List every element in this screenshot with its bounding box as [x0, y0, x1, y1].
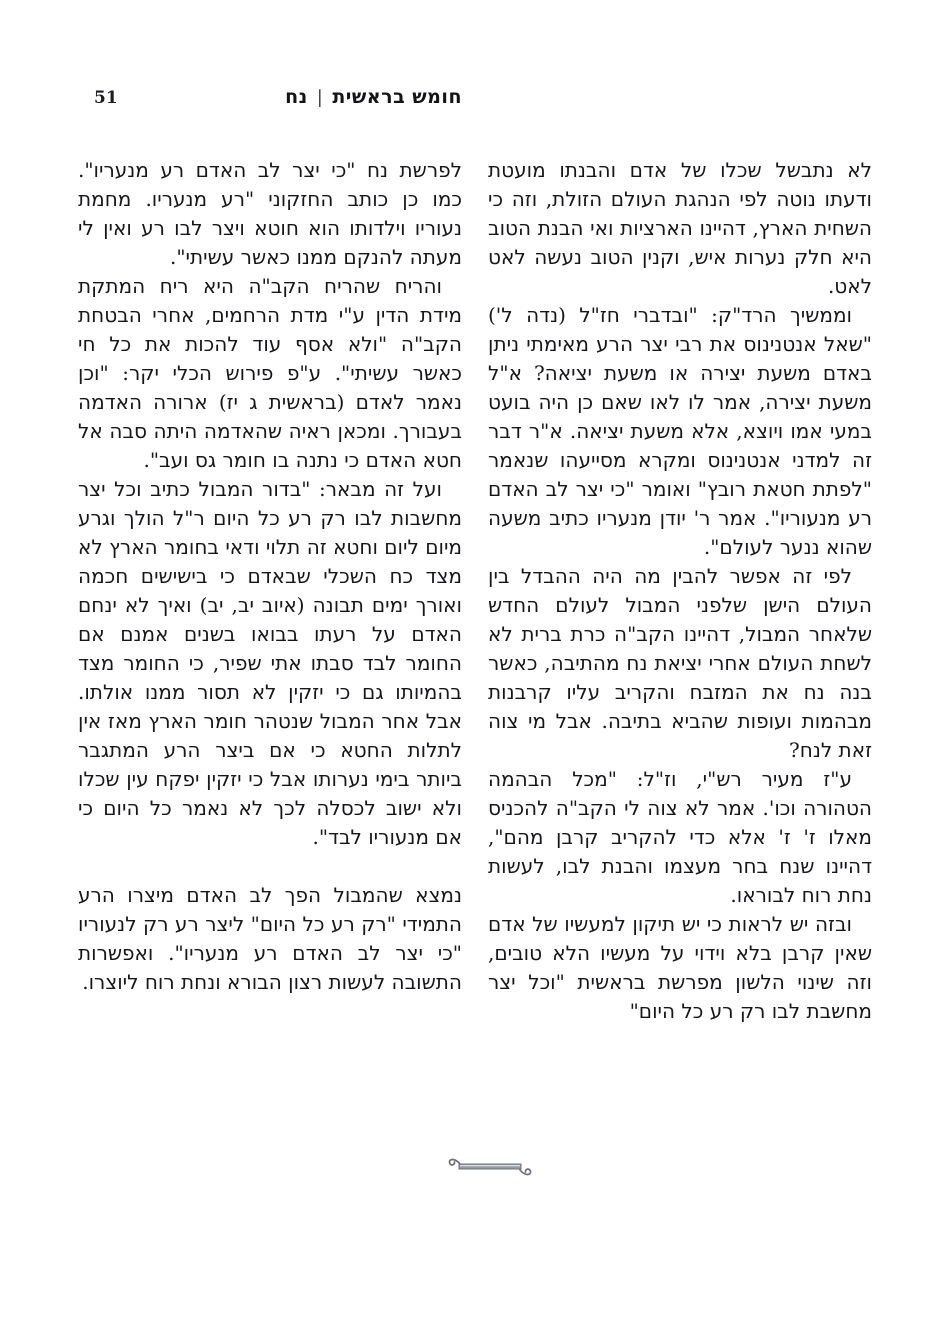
- paragraph: ע"ז מעיר רש"י, וז"ל: "מכל הבהמה הטהורה וכו'. אמר לא צוה לי הקב"ה להכניס מאלו ז' ז' אלא כדי להקריב קרבן מהם", דהיינו שנח בחר מעצמו והבנת לבו, לעשות נחת רוח לבוראו.: [488, 767, 872, 907]
- paragraph: ובזה יש לראות כי יש תיקון למעשיו של אדם שאין קרבן בלא וידוי על מעשיו הלא טובים, וזה שינוי הלשון מפרשת בראשית "וכל יצר מחשבת לבו רק רע כל היום": [488, 912, 872, 1023]
- right-column: [488, 156, 872, 1026]
- paragraph: נמצא שהמבול הפך לב האדם מיצרו הרע התמידי "רק רע כל היום" ליצר רע רק לנעוריו "כי יצר לב האדם רע מנעריו". ואפשרות התשובה לעשות רצון הבורא ונחת רוח ליוצרו.: [78, 883, 462, 994]
- header-separator: |: [316, 87, 324, 108]
- header-title: [285, 86, 462, 108]
- header-parsha-name: נח: [285, 86, 308, 108]
- header-book-name: חומש בראשית: [332, 86, 462, 108]
- paragraph: לפי זה אפשר להבין מה היה ההבדל בין העולם הישן שלפני המבול לעולם החדש שלאחר המבול, דהיינו הקב"ה כרת ברית לא לשחת העולם אחרי יציאת נח מהתיבה, כאשר בנה נח את המזבח והקריב עליו קרבנות מבהמות ועופות שהביא בתיבה. אבל מי צוה זאת לנח?: [488, 564, 872, 762]
- left-column: [78, 156, 462, 997]
- scroll-divider-ornament: [446, 1153, 534, 1181]
- page-number: 51: [94, 88, 118, 108]
- paragraph: לא נתבשל שכלו של אדם והבנתו מועטת ודעתו נוטה לפי הנהגת העולם הזולת, וזה כי השחית הארץ, דהיינו הארציות ואי הבנת הטוב היא חלק נערות איש, וקנין הטוב נעשה לאט לאט.: [488, 158, 872, 298]
- scroll-rule-icon: [446, 1153, 534, 1181]
- paragraph: והריח שהריח הקב"ה היא ריח המתקת מידת הדין ע"י מדת הרחמים, אחרי הבטחת הקב"ה "ולא אסף עוד להכות את כל חי כאשר עשיתי". ע"פ פירוש הכלי יקר: "וכן נאמר לאדם (בראשית ג יז) ארורה האדמה בעבורך. ומכאן ראיה שהאדמה היתה סבה אל חטא האדם כי נתנה בו חומר גס ועב".: [78, 274, 462, 472]
- paragraph: ועל זה מבאר: "בדור המבול כתיב וכל יצר מחשבות לבו רק רע כל היום ר"ל הולך וגרע מיום ליום וחטא זה תלוי ודאי בחומר הארץ לא מצד כח השכלי שבאדם כי בישישים חכמה ואורך ימים תבונה (איוב יב, יב) ואיך לא ינחם האדם על רעתו בבואו בשנים אמנם אם החומר לבד סבתו אתי שפיר, כי החומר מצד בהמיותו גם כי יזקין לא תסור ממנו אולתו. אבל אחר המבול שנטהר חומר הארץ מאז אין לתלות החטא כי אם ביצר הרע המתגבר ביותר בימי נערותו אבל כי יזקין יפקח עין שכלו ולא ישוב לכסלה לכך לא נאמר כל היום כי אם מנעוריו לבד".: [78, 477, 462, 849]
- paragraph: וממשיך הרד"ק: "ובדברי חז"ל (נדה ל') "שאל אנטנינוס את רבי יצר הרע מאימתי ניתן באדם משעת יצירה או משעת יציאה? א"ל משעת יצירה, אמר לו לאו שאם כן היה בועט במעי אמו ויוצא, אלא משעת יציאה. א"ר דבר זה למדני אנטנינוס ומקרא מסייעהו שנאמר "לפתת חטאת רובץ" ואומר "כי יצר לב האדם רע מנעוריו". אמר ר' יודן מנעריו כתיב משעה שהוא ננער לעולם".: [488, 303, 872, 559]
- paragraph: לפרשת נח "כי יצר לב האדם רע מנעריו". כמו כן כותב החזקוני "רע מנעריו. מחמת נעוריו וילדותו הוא חוטא ויצר לבו רע ואין לי מעתה להנקם ממנו כאשר עשיתי".: [78, 158, 462, 269]
- page-header: [78, 86, 462, 108]
